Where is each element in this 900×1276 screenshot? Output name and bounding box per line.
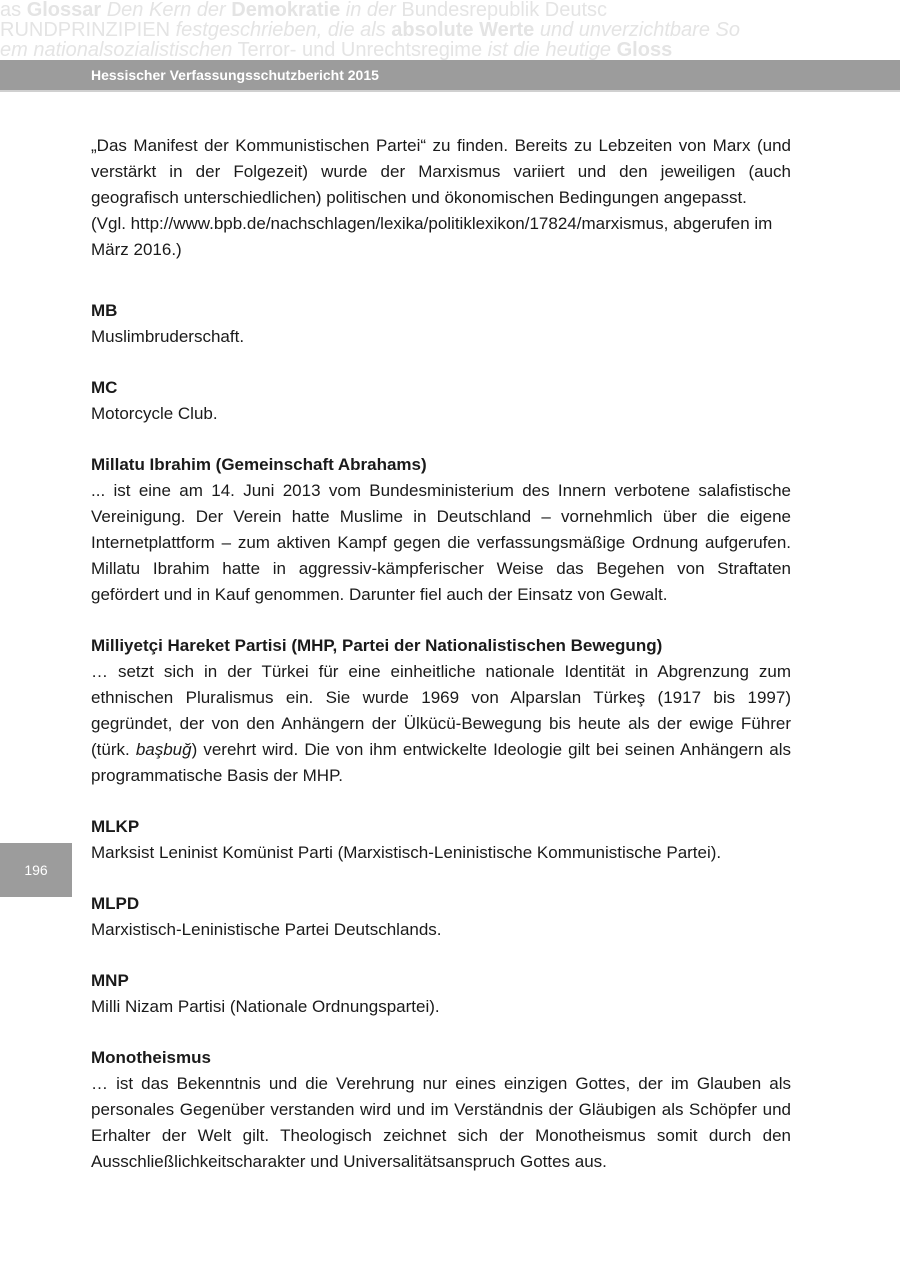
entry-mnp	[91, 968, 791, 1020]
entry-text: Muslimbruderschaft.	[91, 327, 245, 346]
glossary-content	[91, 133, 791, 1200]
entry-term: Monotheismus	[91, 1048, 211, 1067]
entry-term: Millatu Ibrahim (Gemeinschaft Abrahams)	[91, 455, 427, 474]
entry-text: ... ist eine am 14. Juni 2013 vom Bundesministerium des Innern verbotene salafistische Vereinigung. Der Verein hatte Muslime in Deutschland – vornehmlich über die eigene Internetplattform – zum aktiven Kampf gegen die verfassungsmäßige Ordnung aufgerufen. Millatu Ibrahim hatte in aggressiv-kämpferischer Weise das Begehen von Straftaten gefördert und in Kauf genommen. Darunter fiel auch der Einsatz von Gewalt.	[91, 481, 791, 604]
page-number: 196	[0, 843, 72, 897]
entry-monotheismus	[91, 1045, 791, 1175]
entry-term: Milliyetçi Hareket Partisi (MHP, Partei der Nationalistischen Bewegung)	[91, 636, 663, 655]
intro-paragraph	[91, 133, 791, 263]
intro-reference: (Vgl. http://www.bpb.de/nachschlagen/lexika/politiklexikon/17824/marxismus, abgerufen im März 2016.)	[91, 214, 773, 259]
entry-text: Marksist Leninist Komünist Parti (Marxistisch-Leninistische Kommunistische Partei).	[91, 843, 722, 862]
entry-term: MB	[91, 301, 118, 320]
intro-text: „Das Manifest der Kommunistischen Partei“ zu finden. Bereits zu Lebzeiten von Marx (und verstärkt in der Folgezeit) wurde der Marxismus variiert und den jeweiligen (auch geografisch unterschiedlichen) politischen und ökonomischen Bedingungen angepasst.	[91, 136, 791, 207]
entry-term: MLPD	[91, 894, 140, 913]
entry-mhp	[91, 633, 791, 789]
entry-term: MLKP	[91, 817, 140, 836]
entry-term: MNP	[91, 971, 129, 990]
entry-text: Marxistisch-Leninistische Partei Deutschlands.	[91, 920, 442, 939]
entry-mc	[91, 375, 791, 427]
watermark-line-2: RUNDPRINZIPIEN festgeschrieben, die als absolute Werte und unverzichtbare So	[0, 20, 740, 40]
entry-millatu-ibrahim	[91, 452, 791, 608]
watermark-line-1: as Glossar Den Kern der Demokratie in der Bundesrepublik Deutsc	[0, 0, 608, 20]
header-bar	[0, 60, 900, 92]
watermark-line-3: em nationalsozialistischen Terror- und Unrechtsregime ist die heutige Gloss	[0, 40, 673, 60]
entry-term: MC	[91, 378, 118, 397]
entry-text: Motorcycle Club.	[91, 404, 218, 423]
entry-text: Milli Nizam Partisi (Nationale Ordnungspartei).	[91, 997, 440, 1016]
entry-mlpd	[91, 891, 791, 943]
entry-text: … setzt sich in der Türkei für eine einheitliche nationale Identität in Abgrenzung zum ethnischen Pluralismus ein. Sie wurde 1969 von Alparslan Türkeş (1917 bis 1997) gegründet, der von den Anhängern der Ülkücü-Bewegung bis heute als der ewige Führer (türk. başbuğ) verehrt wird. Die von ihm entwickelte Ideologie gilt bei seinen Anhängern als programmatische Basis der MHP.	[91, 662, 791, 785]
entry-mb	[91, 298, 791, 350]
header-title: Hessischer Verfassungsschutzbericht 2015	[91, 67, 379, 83]
entry-mlkp	[91, 814, 791, 866]
entry-text: … ist das Bekenntnis und die Verehrung nur eines einzigen Gottes, der im Glauben als personales Gegenüber verstanden wird und im Verständnis der Gläubigen als Schöpfer und Erhalter der Welt gilt. Theologisch zeichnet sich der Monotheismus somit durch den Ausschließlichkeitscharakter und Universalitätsanspruch Gottes aus.	[91, 1074, 791, 1171]
